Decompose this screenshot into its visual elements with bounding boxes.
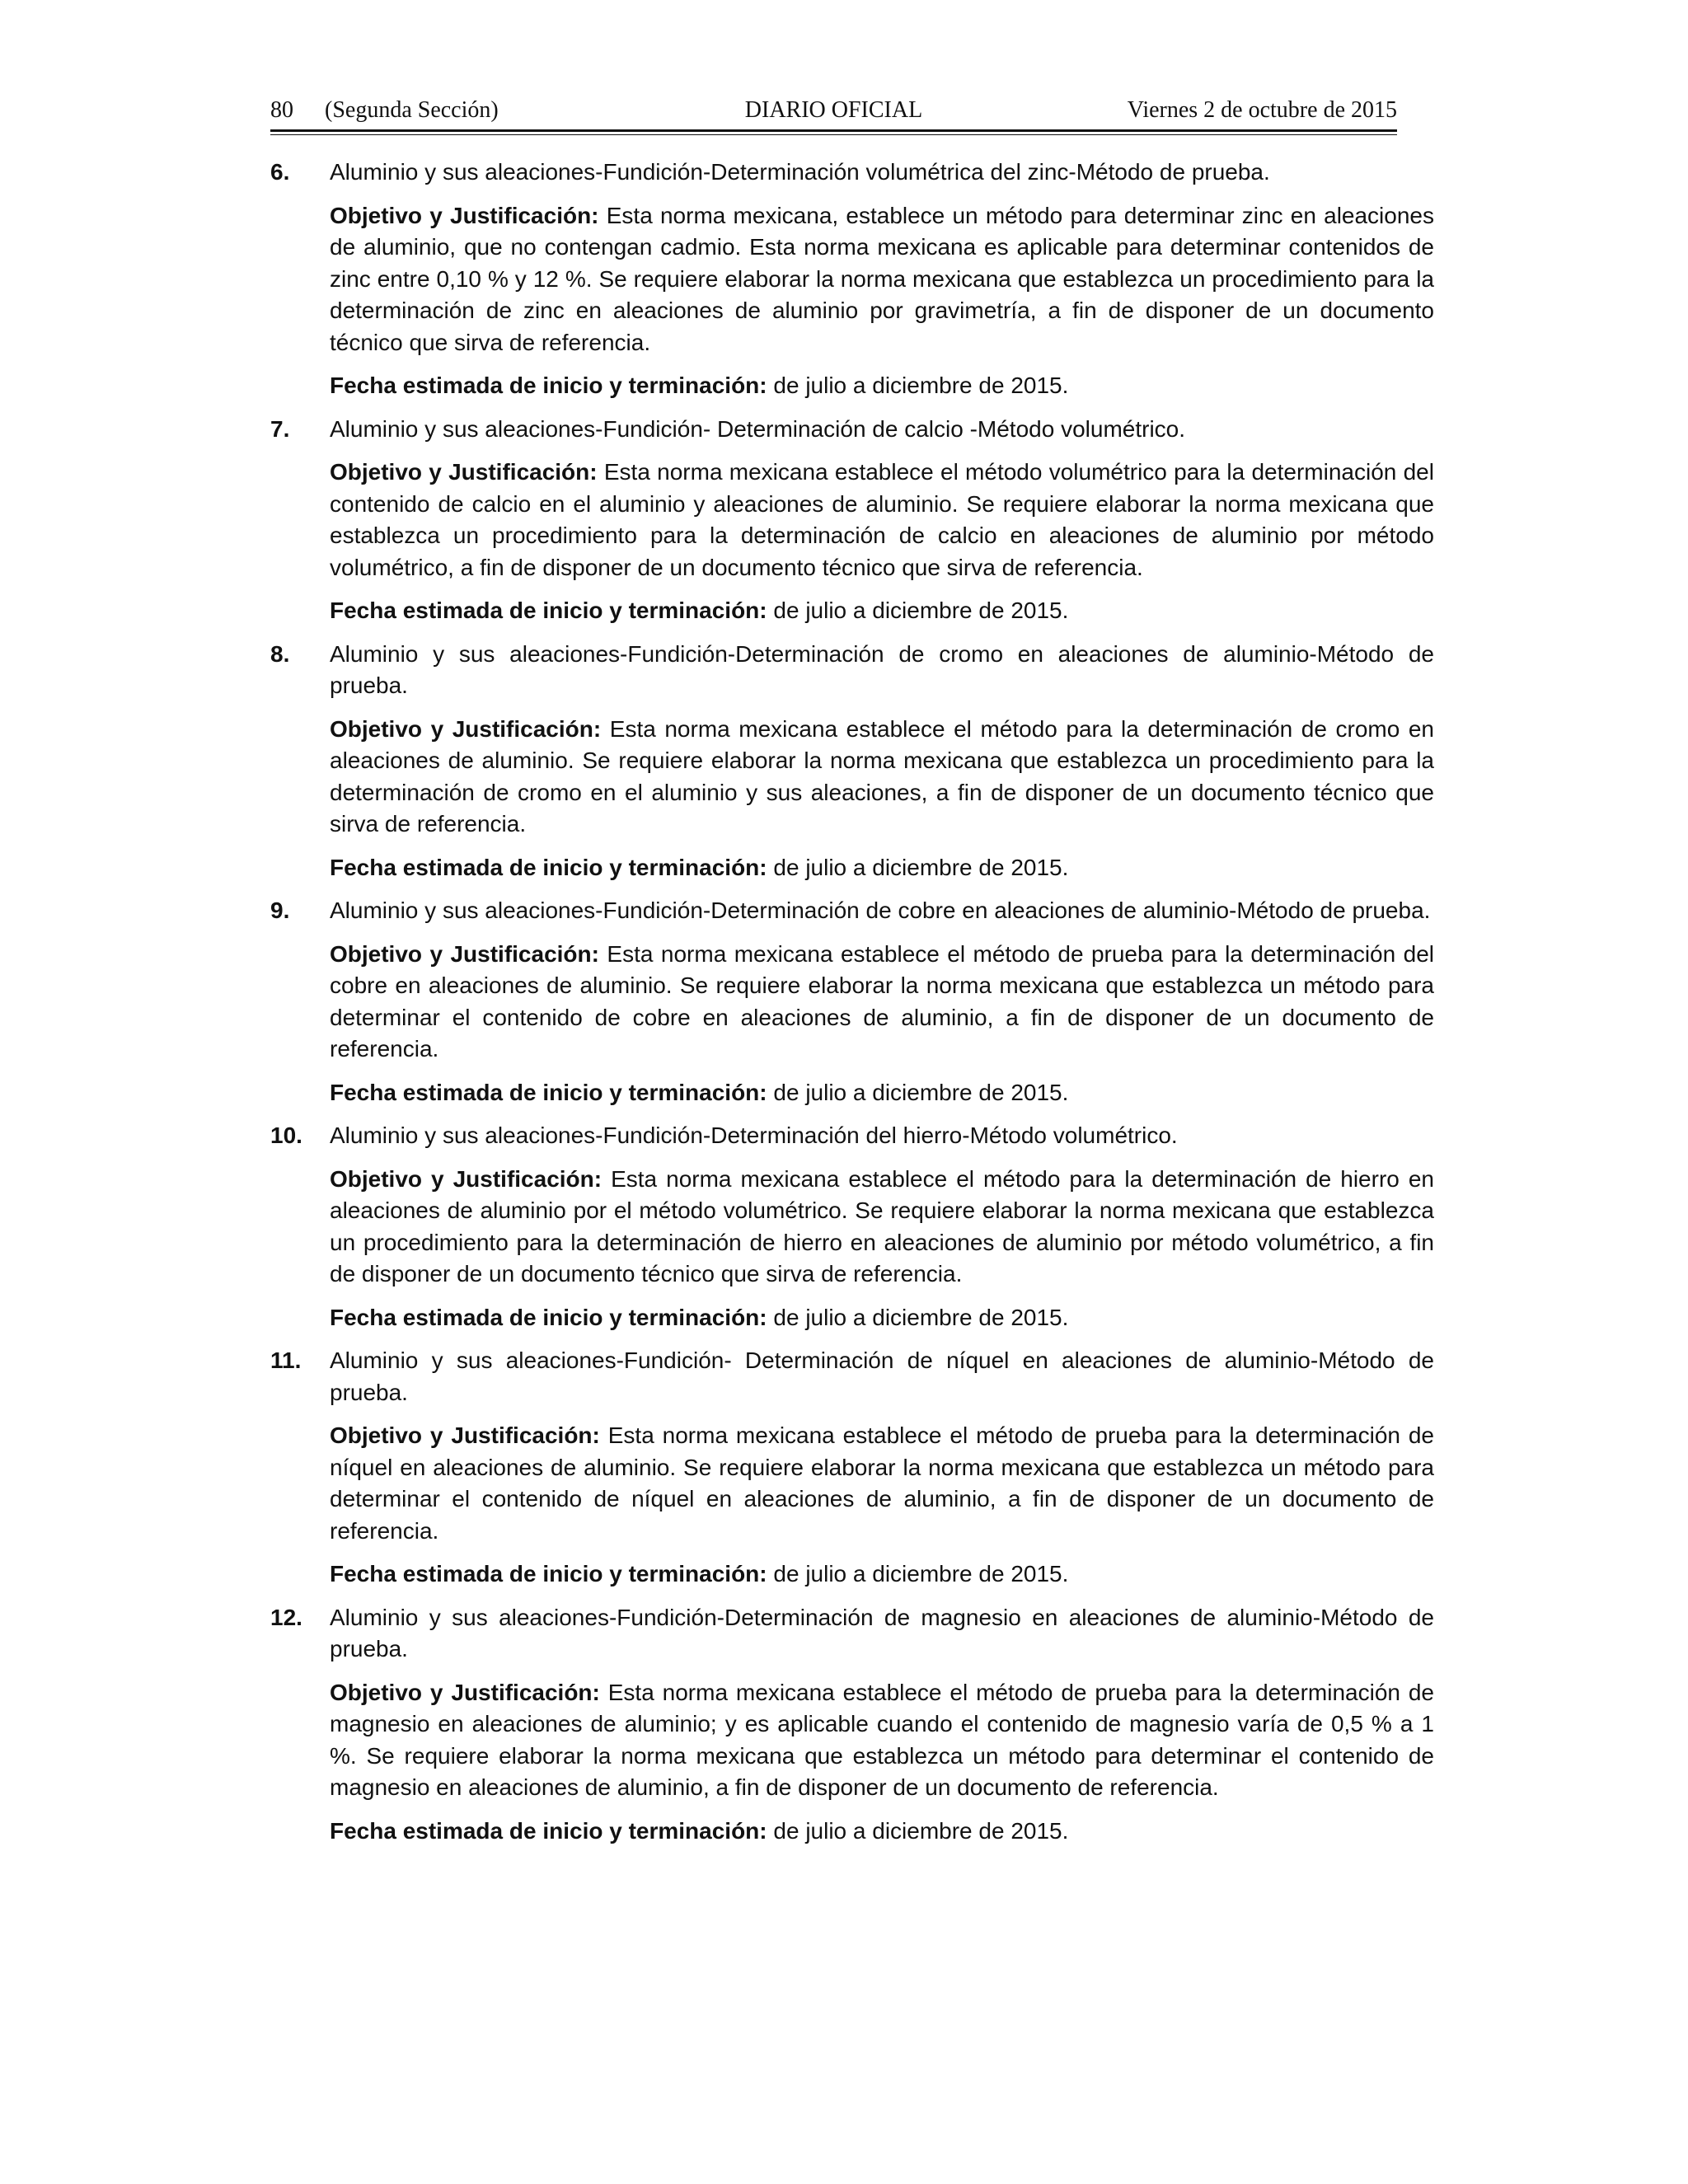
item-heading <box>270 1120 1434 1152</box>
objective-label: Objetivo y Justificación: <box>330 1165 603 1192</box>
header-rule-thick <box>270 129 1397 132</box>
objective-paragraph <box>330 714 1434 841</box>
dates-label: Fecha estimada de inicio y terminación: <box>330 854 767 880</box>
dates-label: Fecha estimada de inicio y terminación: <box>330 1304 767 1330</box>
section-label: (Segunda Sección) <box>325 97 499 123</box>
item-title: Aluminio y sus aleaciones-Fundición-Determinación de magnesio en aleaciones de aluminio-Método de prueba. <box>330 1604 1434 1661</box>
item-number: 12. <box>270 1604 302 1630</box>
item-title: Aluminio y sus aleaciones-Fundición-Determinación del hierro-Método volumétrico. <box>330 1122 1178 1148</box>
dates-paragraph <box>330 1302 1434 1334</box>
dates-label: Fecha estimada de inicio y terminación: <box>330 1817 767 1844</box>
document-body <box>270 157 1434 1858</box>
dates-text: de julio a diciembre de 2015. <box>773 373 1069 398</box>
objective-text: Esta norma mexicana establece el método de prueba para la determinación de magnesio en aleaciones de aluminio; y es aplicable cuando el contenido de magnesio varía de 0,5 % a 1 %. Se requiere elaborar la norma mexicana que establezca un método para determinar el contenido de magnesio en aleaciones de aluminio, a fin de disponer de un documento de referencia. <box>330 1679 1434 1800</box>
norm-item <box>270 895 1434 1108</box>
objective-label: Objetivo y Justificación: <box>330 1422 600 1448</box>
dates-text: de julio a diciembre de 2015. <box>773 1561 1069 1586</box>
item-heading <box>270 157 1434 189</box>
objective-paragraph <box>330 200 1434 359</box>
item-title: Aluminio y sus aleaciones-Fundición- Determinación de níquel en aleaciones de aluminio-Método de prueba. <box>330 1347 1434 1405</box>
item-heading <box>270 1602 1434 1666</box>
dates-paragraph <box>330 1077 1434 1109</box>
dates-paragraph <box>330 370 1434 402</box>
item-heading <box>270 1345 1434 1408</box>
objective-paragraph <box>330 1677 1434 1804</box>
dates-label: Fecha estimada de inicio y terminación: <box>330 373 767 398</box>
norm-item <box>270 414 1434 627</box>
objective-label: Objetivo y Justificación: <box>330 202 599 228</box>
item-number: 8. <box>270 640 290 667</box>
item-number: 10. <box>270 1122 302 1148</box>
dates-paragraph <box>330 1558 1434 1591</box>
objective-text: Esta norma mexicana establece el método para la determinación de hierro en aleaciones de aluminio por el método volumétrico. Se requiere elaborar la norma mexicana que establezca un procedimiento para la determinación de hierro en aleaciones de aluminio por método volumétrico, a fin de disponer de un documento técnico que sirva de referencia. <box>330 1165 1434 1286</box>
objective-text: Esta norma mexicana establece el método para la determinación de cromo en aleaciones de aluminio. Se requiere elaborar la norma mexicana que establezca un procedimiento para la determinación de cromo en el aluminio y sus aleaciones, a fin de disponer de un documento técnico que sirva de referencia. <box>330 715 1434 837</box>
objective-text: Esta norma mexicana establece el método de prueba para la determinación del cobre en aleaciones de aluminio. Se requiere elaborar la norma mexicana que establezca un método para determinar el contenido de cobre en aleaciones de aluminio, a fin de disponer de un documento de referencia. <box>330 940 1435 1062</box>
objective-text: Esta norma mexicana establece el método de prueba para la determinación de níquel en aleaciones de aluminio. Se requiere elaborar la norma mexicana que establezca un método para determinar el contenido de níquel en aleaciones de aluminio, a fin de disponer de un documento de referencia. <box>330 1422 1434 1544</box>
item-heading <box>270 414 1434 446</box>
dates-paragraph <box>330 595 1434 627</box>
header-rule-thin <box>270 134 1397 135</box>
item-number: 6. <box>270 159 290 185</box>
item-title: Aluminio y sus aleaciones-Fundición- Determinación de calcio -Método volumétrico. <box>330 415 1186 442</box>
objective-label: Objetivo y Justificación: <box>330 715 602 742</box>
objective-paragraph <box>330 457 1434 583</box>
norm-item <box>270 157 1434 402</box>
dates-text: de julio a diciembre de 2015. <box>773 854 1069 880</box>
item-number: 11. <box>270 1347 302 1373</box>
dates-paragraph <box>330 852 1434 884</box>
norm-item <box>270 1120 1434 1333</box>
objective-label: Objetivo y Justificación: <box>330 940 599 967</box>
objective-text: Esta norma mexicana establece el método volumétrico para la determinación del contenido de calcio en el aluminio y aleaciones de aluminio. Se requiere elaborar la norma mexicana que establezca un procedimiento para la determinación de calcio en aleaciones de aluminio por método volumétrico, a fin de disponer de un documento técnico que sirva de referencia. <box>330 459 1434 580</box>
item-title: Aluminio y sus aleaciones-Fundición-Determinación volumétrica del zinc-Método de prueba. <box>330 159 1270 185</box>
objective-text: Esta norma mexicana, establece un método para determinar zinc en aleaciones de aluminio, que no contengan cadmio. Esta norma mexicana es aplicable para determinar contenidos de zinc entre 0,10 % y 12 %. Se requiere elaborar la norma mexicana que establezca un procedimiento para la determinación de zinc en aleaciones de aluminio por gravimetría, a fin de disponer de un documento técnico que sirva de referencia. <box>330 202 1434 355</box>
objective-paragraph <box>330 939 1434 1066</box>
item-heading <box>270 895 1434 927</box>
item-number: 7. <box>270 415 290 442</box>
objective-label: Objetivo y Justificación: <box>330 459 598 485</box>
dates-label: Fecha estimada de inicio y terminación: <box>330 598 767 623</box>
item-title: Aluminio y sus aleaciones-Fundición-Determinación de cobre en aleaciones de aluminio-Método de prueba. <box>330 898 1431 923</box>
dates-paragraph <box>330 1816 1434 1848</box>
dates-label: Fecha estimada de inicio y terminación: <box>330 1561 767 1586</box>
item-heading <box>270 639 1434 702</box>
item-number: 9. <box>270 898 290 923</box>
publication-title: DIARIO OFICIAL <box>744 97 923 123</box>
item-title: Aluminio y sus aleaciones-Fundición-Determinación de cromo en aleaciones de aluminio-Método de prueba. <box>330 640 1434 698</box>
dates-text: de julio a diciembre de 2015. <box>773 1079 1069 1105</box>
dates-text: de julio a diciembre de 2015. <box>773 1817 1069 1844</box>
dates-text: de julio a diciembre de 2015. <box>773 598 1069 623</box>
dates-label: Fecha estimada de inicio y terminación: <box>330 1079 767 1105</box>
objective-label: Objetivo y Justificación: <box>330 1679 600 1705</box>
page-header <box>270 94 1397 127</box>
norm-item <box>270 1345 1434 1591</box>
page-number: 80 <box>270 97 293 123</box>
norm-item <box>270 1602 1434 1848</box>
objective-paragraph <box>330 1164 1434 1291</box>
publication-date: Viernes 2 de octubre de 2015 <box>1127 97 1397 123</box>
dates-text: de julio a diciembre de 2015. <box>773 1304 1069 1330</box>
norm-item <box>270 639 1434 884</box>
objective-paragraph <box>330 1420 1434 1547</box>
